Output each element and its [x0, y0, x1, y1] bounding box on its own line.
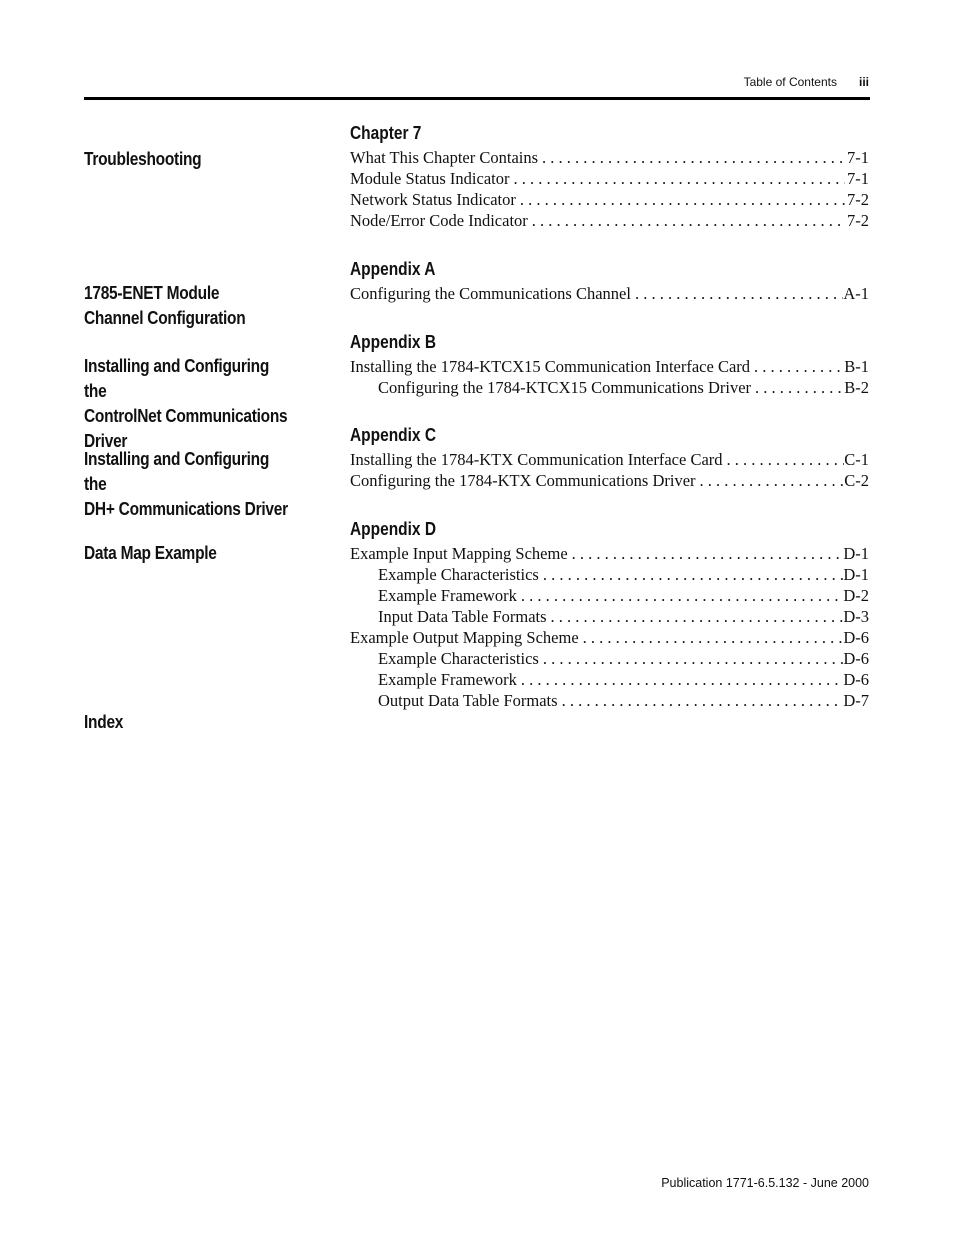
toc-entry[interactable]: Module Status Indicator . . . 7-1: [350, 168, 869, 189]
header-page-number: iii: [858, 75, 869, 89]
toc-entry[interactable]: Example Characteristics . . . D-6: [350, 648, 869, 669]
toc-entry[interactable]: Output Data Table Formats . . . D-7: [350, 690, 869, 711]
toc-entry[interactable]: Installing the 1784-KTX Communication Interface Card . . . C-1: [350, 449, 869, 470]
toc-entry[interactable]: Example Input Mapping Scheme . . . D-1: [350, 543, 869, 564]
publication-footer: Publication 1771-6.5.132 - June 2000: [661, 1176, 869, 1190]
section-left-title: Data Map Example: [84, 543, 217, 563]
toc-entry[interactable]: Configuring the Communications Channel . . . A-1: [350, 283, 869, 304]
toc-entry[interactable]: Configuring the 1784-KTX Communications Driver . . . C-2: [350, 470, 869, 491]
toc-entry[interactable]: Example Output Mapping Scheme . . . D-6: [350, 627, 869, 648]
header-rule: [84, 97, 870, 100]
toc-entry[interactable]: Network Status Indicator . . . 7-2: [350, 189, 869, 210]
toc-entry[interactable]: Example Framework . . . D-2: [350, 585, 869, 606]
toc-entry[interactable]: Installing the 1784-KTCX15 Communication Interface Card . . . B-1: [350, 356, 869, 377]
section-left-title: Troubleshooting: [84, 149, 202, 169]
toc-entry[interactable]: What This Chapter Contains . . . 7-1: [350, 147, 869, 168]
section-left-title: Installing and Configuring the DH+ Communications Driver: [84, 449, 288, 519]
section-heading: Appendix C: [350, 425, 437, 445]
toc-entry[interactable]: Example Framework . . . D-6: [350, 669, 869, 690]
section-heading: Appendix A: [350, 259, 436, 279]
section-left-title: Installing and Configuring the ControlNet Communications Driver: [84, 356, 288, 451]
header-section: Table of Contents: [743, 75, 837, 89]
index-link[interactable]: Index: [84, 712, 124, 732]
toc-entry[interactable]: Node/Error Code Indicator . . . 7-2: [350, 210, 869, 231]
section-heading: Chapter 7: [350, 123, 422, 143]
toc-entry[interactable]: Example Characteristics . . . D-1: [350, 564, 869, 585]
section-left-title: 1785-ENET Module Channel Configuration: [84, 283, 246, 328]
running-header: [744, 75, 869, 89]
section-heading: Appendix D: [350, 519, 437, 539]
toc-entry[interactable]: Input Data Table Formats . . . D-3: [350, 606, 869, 627]
toc-entry[interactable]: Configuring the 1784-KTCX15 Communications Driver . . . B-2: [350, 377, 869, 398]
section-heading: Appendix B: [350, 332, 437, 352]
